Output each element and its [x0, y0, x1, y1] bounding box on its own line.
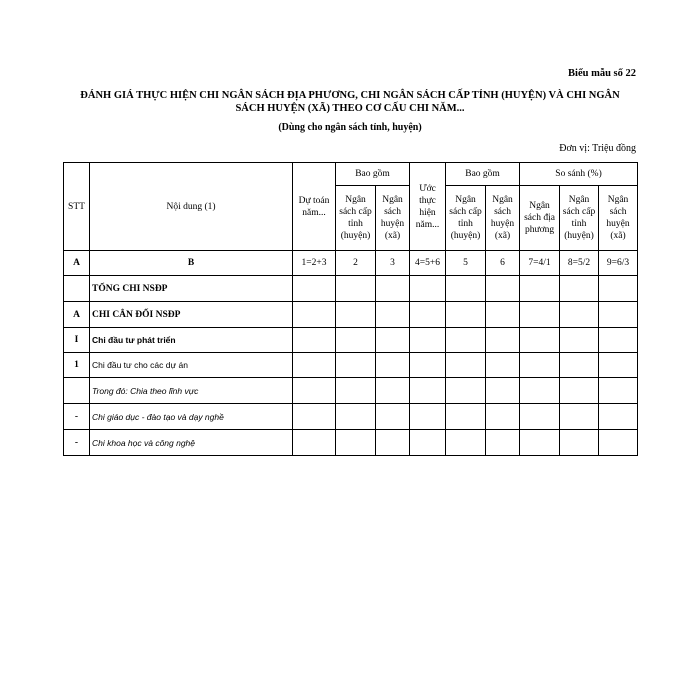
- row-stt: A: [64, 302, 90, 328]
- index-cell: 1=2+3: [293, 251, 336, 276]
- document-subtitle: (Dùng cho ngân sách tỉnh, huyện): [278, 122, 422, 133]
- header-district-budget-2: Ngân sách huyện (xã): [486, 186, 520, 251]
- table-row: [64, 378, 638, 404]
- table-row: [64, 353, 638, 378]
- row-content: Trong đó: Chia theo lĩnh vực: [90, 378, 293, 404]
- header-row-1: [64, 163, 638, 186]
- header-district-budget-3: Ngân sách huyện (xã): [599, 186, 638, 251]
- index-cell: 4=5+6: [410, 251, 446, 276]
- header-local-budget: Ngân sách địa phương: [520, 186, 560, 251]
- header-estimate: Dự toán năm...: [293, 163, 336, 251]
- header-provincial-budget: Ngân sách cấp tỉnh (huyện): [336, 186, 376, 251]
- row-stt: 1: [64, 353, 90, 378]
- row-content: Chi đầu tư phát triển: [90, 328, 293, 353]
- index-cell: 5: [446, 251, 486, 276]
- document-title: [60, 89, 640, 115]
- unit-label: Đơn vị: Triệu đồng: [559, 143, 636, 154]
- row-stt: -: [64, 404, 90, 430]
- header-group-2: Bao gồm: [446, 163, 520, 186]
- form-number: Biểu mẫu số 22: [568, 68, 636, 79]
- header-provincial-budget-2: Ngân sách cấp tỉnh (huyện): [446, 186, 486, 251]
- index-cell: 3: [376, 251, 410, 276]
- title-line-1: ĐÁNH GIÁ THỰC HIỆN CHI NGÂN SÁCH ĐỊA PHƯƠNG, CHI NGÂN SÁCH CẤP TỈNH (HUYỆN) VÀ CHI NGÂN: [80, 90, 620, 101]
- header-district-budget: Ngân sách huyện (xã): [376, 186, 410, 251]
- index-cell: 8=5/2: [560, 251, 599, 276]
- table-row: [64, 328, 638, 353]
- header-stt: STT: [64, 163, 90, 251]
- title-line-2: SÁCH HUYỆN (XÃ) THEO CƠ CẤU CHI NĂM...: [235, 103, 465, 114]
- header-actual-estimate: Ước thực hiện năm...: [410, 163, 446, 251]
- row-stt: I: [64, 328, 90, 353]
- row-stt: -: [64, 430, 90, 456]
- row-content: TỔNG CHI NSĐP: [90, 276, 293, 302]
- row-content: Chi đầu tư cho các dự án: [90, 353, 293, 378]
- index-cell: 6: [486, 251, 520, 276]
- row-content: CHI CÂN ĐỐI NSĐP: [90, 302, 293, 328]
- index-cell: 2: [336, 251, 376, 276]
- row-content: Chi khoa học và công nghệ: [90, 430, 293, 456]
- budget-table: [63, 162, 638, 456]
- row-content: Chi giáo dục - đào tạo và dạy nghề: [90, 404, 293, 430]
- header-comparison: So sánh (%): [520, 163, 638, 186]
- header-provincial-budget-3: Ngân sách cấp tỉnh (huyện): [560, 186, 599, 251]
- row-stt: [64, 276, 90, 302]
- row-stt: [64, 378, 90, 404]
- header-group-1: Bao gồm: [336, 163, 410, 186]
- index-cell: B: [90, 251, 293, 276]
- index-cell: 7=4/1: [520, 251, 560, 276]
- index-cell: 9=6/3: [599, 251, 638, 276]
- header-content: Nội dung (1): [90, 163, 293, 251]
- table-row: [64, 430, 638, 456]
- index-cell: A: [64, 251, 90, 276]
- table-row: [64, 276, 638, 302]
- table-row: [64, 302, 638, 328]
- index-row: [64, 251, 638, 276]
- table-row: [64, 404, 638, 430]
